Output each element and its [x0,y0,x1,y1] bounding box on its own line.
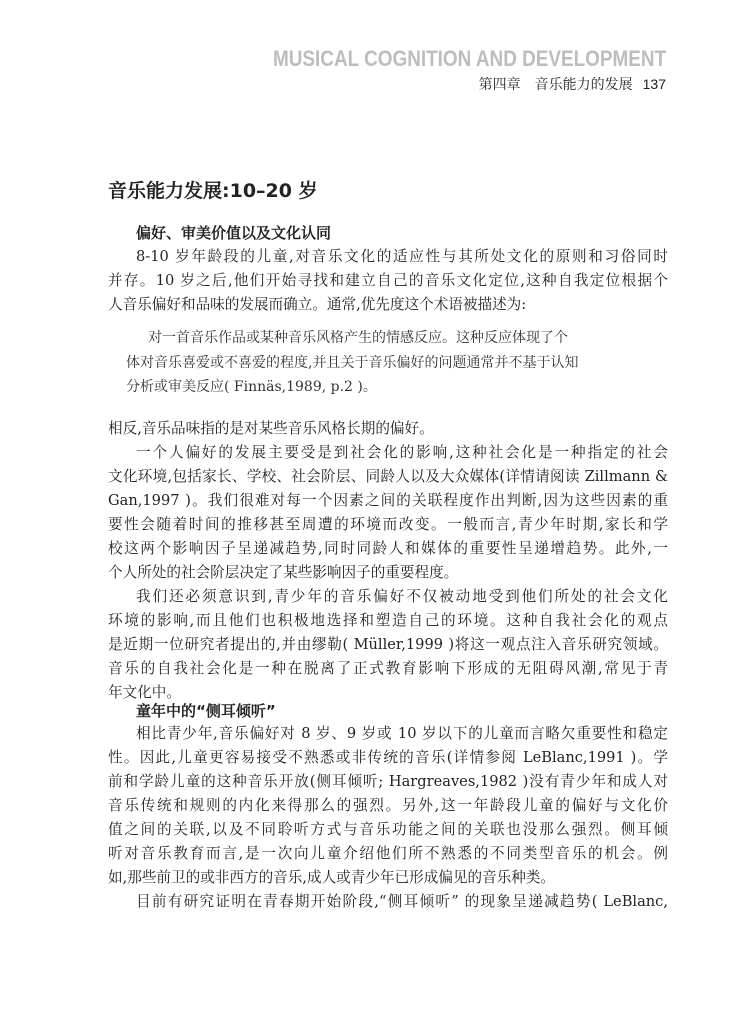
paragraph-line: 音乐传统和规则的内化来得那么的强烈。另外,这一年龄段儿童的偏好与文化价 [108,797,668,814]
paragraph-line: 目前有研究证明在青春期开始阶段,“侧耳倾听” 的现象呈递减趋势( LeBlanc, [136,893,668,910]
paragraph-line: 是近期一位研究者提出的,并由缪勒( Müller,1999 )将这一观点注入音乐研究领域。 [108,636,668,653]
paragraph-line: Gan,1997 )。我们很难对每一个因素之间的关联程度作出判断,因为这些因素的重 [108,492,668,509]
paragraph-line: 性。因此,儿童更容易接受不熟悉或非传统的音乐(详情参阅 LeBlanc,1991 )。学 [108,749,668,766]
block-quote-line: 体对音乐喜爱或不喜爱的程度,并且关于音乐偏好的问题通常并不基于认知 [126,355,579,371]
section-title: 音乐能力发展:10–20 岁 [108,180,318,202]
block-quote-line: 分析或审美反应( Finnäs,1989, p.2 )。 [126,379,377,395]
page-number: 137 [642,76,666,92]
paragraph-line: 一个人偏好的发展主要受是到社会化的影响,这种社会化是一种指定的社会 [136,444,668,461]
paragraph-line: 相比青少年,音乐偏好对 8 岁、9 岁或 10 岁以下的儿童而言略欠重要性和稳定 [136,725,668,742]
running-header-chapter [479,74,666,94]
paragraph-line: 值之间的关联,以及不同聆听方式与音乐功能之间的关联也没那么强烈。侧耳倾 [108,821,668,838]
paragraph-line: 前和学龄儿童的这种音乐开放(侧耳倾听; Hargreaves,1982 )没有青少年和成人对 [108,773,668,790]
paragraph-line: 要性会随着时间的推移甚至周遭的环境而改变。一般而言,青少年时期,家长和学 [108,516,668,533]
paragraph-line: 并存。10 岁之后,他们开始寻找和建立自己的音乐文化定位,这种自我定位根据个 [108,272,668,289]
subsection-heading-preferences: 偏好、审美价值以及文化认同 [136,224,332,242]
paragraph-line: 年文化中。 [108,684,181,701]
paragraph-line: 人音乐偏好和品味的发展而确立。通常,优先度这个术语被描述为: [108,296,527,313]
paragraph-line: 音乐的自我社会化是一种在脱离了正式教育影响下形成的无阻碍风潮,常见于青 [108,660,668,677]
subsection-heading-open-earedness: 童年中的“侧耳倾听” [136,702,276,720]
paragraph-line: 环境的影响,而且他们也积极地选择和塑造自己的环境。这种自我社会化的观点 [108,612,668,629]
paragraph-line: 听对音乐教育而言,是一次向儿童介绍他们所不熟悉的不同类型音乐的机会。例 [108,845,668,862]
paragraph-line: 个人所处的社会阶层决定了某些影响因子的重要程度。 [108,564,459,581]
paragraph-line: 校这两个影响因子呈递减趋势,同时同龄人和媒体的重要性呈递增趋势。此外,一 [108,540,668,557]
paragraph-line: 8-10 岁年龄段的儿童,对音乐文化的适应性与其所处文化的原则和习俗同时 [136,248,668,265]
paragraph-line: 我们还必须意识到,青少年的音乐偏好不仅被动地受到他们所处的社会文化 [136,588,668,605]
paragraph-line: 文化环境,包括家长、学校、社会阶层、同龄人以及大众媒体(详情请阅读 Zillmann & [108,468,668,485]
paragraph-line: 相反,音乐品味指的是对某些音乐风格长期的偏好。 [108,420,434,437]
chapter-title: 第四章 音乐能力的发展 [478,77,633,93]
block-quote-line: 对一首音乐作品或某种音乐风格产生的情感反应。这种反应体现了个 [148,330,568,346]
paragraph-line: 如,那些前卫的或非西方的音乐,成人或青少年已形成偏见的音乐种类。 [108,869,556,886]
running-header-book-title: MUSICAL COGNITION AND DEVELOPMENT [272,46,666,71]
